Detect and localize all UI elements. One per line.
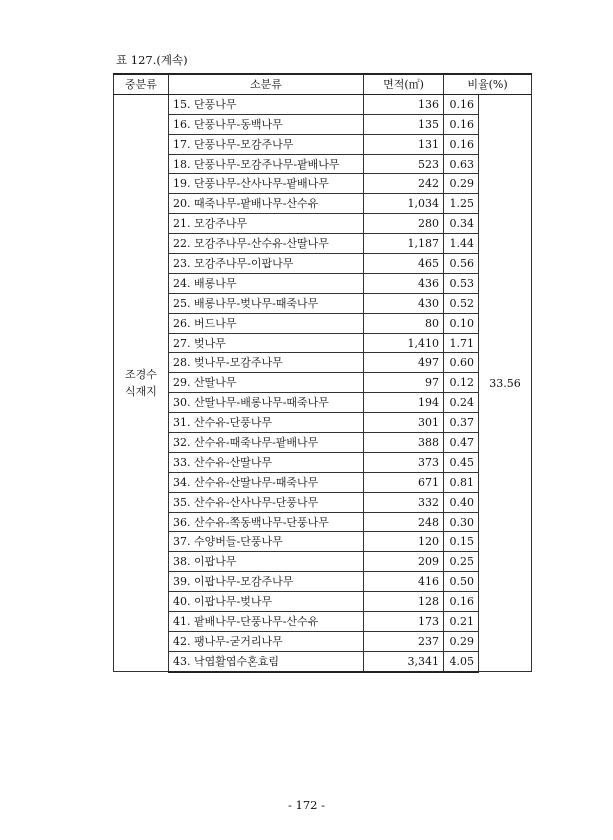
area-cell: 465 [364, 254, 444, 274]
ratio-cell: 0.24 [444, 393, 479, 413]
area-cell: 80 [364, 313, 444, 333]
ratio-cell: 0.60 [444, 353, 479, 373]
ratio-cell: 0.50 [444, 572, 479, 592]
table-row [114, 174, 532, 194]
table-row [114, 413, 532, 433]
area-cell: 332 [364, 492, 444, 512]
table-row [114, 492, 532, 512]
table-row [114, 373, 532, 393]
subcategory-cell: 19. 단풍나무-산사나무-팥배나무 [169, 174, 364, 194]
subcategory-cell: 25. 배롱나무-벚나무-때죽나무 [169, 293, 364, 313]
table-row [114, 254, 532, 274]
ratio-cell: 0.47 [444, 433, 479, 453]
table-row [114, 333, 532, 353]
ratio-cell: 0.16 [444, 114, 479, 134]
subcategory-cell: 24. 배롱나무 [169, 273, 364, 293]
header-area: 면적(㎡) [364, 74, 444, 94]
ratio-cell: 0.45 [444, 452, 479, 472]
area-cell: 120 [364, 532, 444, 552]
ratio-cell: 4.05 [444, 651, 479, 671]
subcategory-cell: 42. 팽나무-굳거리나무 [169, 631, 364, 651]
area-cell: 497 [364, 353, 444, 373]
table-row [114, 214, 532, 234]
table-row [114, 134, 532, 154]
ratio-cell: 1.44 [444, 234, 479, 254]
area-cell: 209 [364, 552, 444, 572]
table-row [114, 293, 532, 313]
subcategory-cell: 32. 산수유-때죽나무-팥배나무 [169, 433, 364, 453]
group-ratio-cell: 33.56 [479, 94, 532, 671]
table-row [114, 651, 532, 671]
subcategory-cell: 18. 단풍나무-모감주나무-팥배나무 [169, 154, 364, 174]
subcategory-cell: 26. 버드나무 [169, 313, 364, 333]
subcategory-cell: 22. 모감주나무-산수유-산딸나무 [169, 234, 364, 254]
table-row [114, 194, 532, 214]
area-cell: 671 [364, 472, 444, 492]
area-cell: 430 [364, 293, 444, 313]
table-row [114, 612, 532, 632]
area-cell: 128 [364, 592, 444, 612]
area-cell: 136 [364, 94, 444, 114]
ratio-cell: 0.15 [444, 532, 479, 552]
ratio-cell: 0.10 [444, 313, 479, 333]
ratio-cell: 0.12 [444, 373, 479, 393]
area-cell: 135 [364, 114, 444, 134]
table-row [114, 592, 532, 612]
area-cell: 1,034 [364, 194, 444, 214]
subcategory-cell: 37. 수양버들-단풍나무 [169, 532, 364, 552]
table-row [114, 313, 532, 333]
ratio-cell: 0.34 [444, 214, 479, 234]
table-row [114, 94, 532, 114]
area-cell: 237 [364, 631, 444, 651]
area-cell: 1,187 [364, 234, 444, 254]
subcategory-cell: 23. 모감주나무-이팝나무 [169, 254, 364, 274]
ratio-cell: 0.16 [444, 94, 479, 114]
ratio-cell: 0.16 [444, 592, 479, 612]
ratio-cell: 0.63 [444, 154, 479, 174]
table-row [114, 114, 532, 134]
table-row [114, 234, 532, 254]
header-major: 중분류 [114, 74, 169, 94]
table-body [114, 94, 532, 671]
area-cell: 173 [364, 612, 444, 632]
area-cell: 1,410 [364, 333, 444, 353]
ratio-cell: 0.25 [444, 552, 479, 572]
subcategory-cell: 41. 팥배나무-단풍나무-산수유 [169, 612, 364, 632]
subcategory-cell: 30. 산딸나무-배롱나무-때죽나무 [169, 393, 364, 413]
area-cell: 388 [364, 433, 444, 453]
area-cell: 301 [364, 413, 444, 433]
ratio-cell: 0.53 [444, 273, 479, 293]
header-ratio: 비율(%) [444, 74, 532, 94]
subcategory-cell: 38. 이팝나무 [169, 552, 364, 572]
major-category-cell: 조경수 식재지 [114, 94, 169, 671]
subcategory-cell: 27. 벚나무 [169, 333, 364, 353]
table-row [114, 532, 532, 552]
ratio-cell: 0.16 [444, 134, 479, 154]
area-cell: 3,341 [364, 651, 444, 671]
table-row [114, 353, 532, 373]
header-sub: 소분류 [169, 74, 364, 94]
area-cell: 97 [364, 373, 444, 393]
area-cell: 436 [364, 273, 444, 293]
table-row [114, 154, 532, 174]
page-number: - 172 - [287, 798, 326, 812]
area-cell: 131 [364, 134, 444, 154]
subcategory-cell: 21. 모감주나무 [169, 214, 364, 234]
subcategory-cell: 35. 산수유-산사나무-단풍나무 [169, 492, 364, 512]
table-row [114, 572, 532, 592]
ratio-cell: 0.52 [444, 293, 479, 313]
subcategory-cell: 43. 낙엽활엽수혼효림 [169, 651, 364, 671]
ratio-cell: 0.40 [444, 492, 479, 512]
table-row [114, 433, 532, 453]
subcategory-cell: 36. 산수유-쪽동백나무-단풍나무 [169, 512, 364, 532]
area-cell: 373 [364, 452, 444, 472]
subcategory-cell: 33. 산수유-산딸나무 [169, 452, 364, 472]
subcategory-cell: 31. 산수유-단풍나무 [169, 413, 364, 433]
area-cell: 416 [364, 572, 444, 592]
ratio-cell: 0.56 [444, 254, 479, 274]
ratio-cell: 0.29 [444, 174, 479, 194]
subcategory-cell: 20. 때죽나무-팥배나무-산수유 [169, 194, 364, 214]
data-table [113, 73, 532, 673]
subcategory-cell: 29. 산딸나무 [169, 373, 364, 393]
area-cell: 194 [364, 393, 444, 413]
table-header-row [114, 74, 532, 94]
table-row [114, 472, 532, 492]
subcategory-cell: 17. 단풍나무-모감주나무 [169, 134, 364, 154]
subcategory-cell: 15. 단풍나무 [169, 94, 364, 114]
ratio-cell: 1.71 [444, 333, 479, 353]
subcategory-cell: 39. 이팝나무-모감주나무 [169, 572, 364, 592]
subcategory-cell: 34. 산수유-산딸나무-때죽나무 [169, 472, 364, 492]
ratio-cell: 0.29 [444, 631, 479, 651]
table-row [114, 452, 532, 472]
table-row [114, 393, 532, 413]
area-cell: 523 [364, 154, 444, 174]
subcategory-cell: 28. 벚나무-모감주나무 [169, 353, 364, 373]
area-cell: 248 [364, 512, 444, 532]
ratio-cell: 0.21 [444, 612, 479, 632]
table-row [114, 631, 532, 651]
table-row [114, 273, 532, 293]
ratio-cell: 0.30 [444, 512, 479, 532]
ratio-cell: 0.81 [444, 472, 479, 492]
table-row [114, 552, 532, 572]
ratio-cell: 0.37 [444, 413, 479, 433]
subcategory-cell: 16. 단풍나무-동백나무 [169, 114, 364, 134]
table-caption: 표 127.(계속) [116, 53, 188, 67]
table-row [114, 512, 532, 532]
area-cell: 242 [364, 174, 444, 194]
subcategory-cell: 40. 이팝나무-벚나무 [169, 592, 364, 612]
area-cell: 280 [364, 214, 444, 234]
ratio-cell: 1.25 [444, 194, 479, 214]
